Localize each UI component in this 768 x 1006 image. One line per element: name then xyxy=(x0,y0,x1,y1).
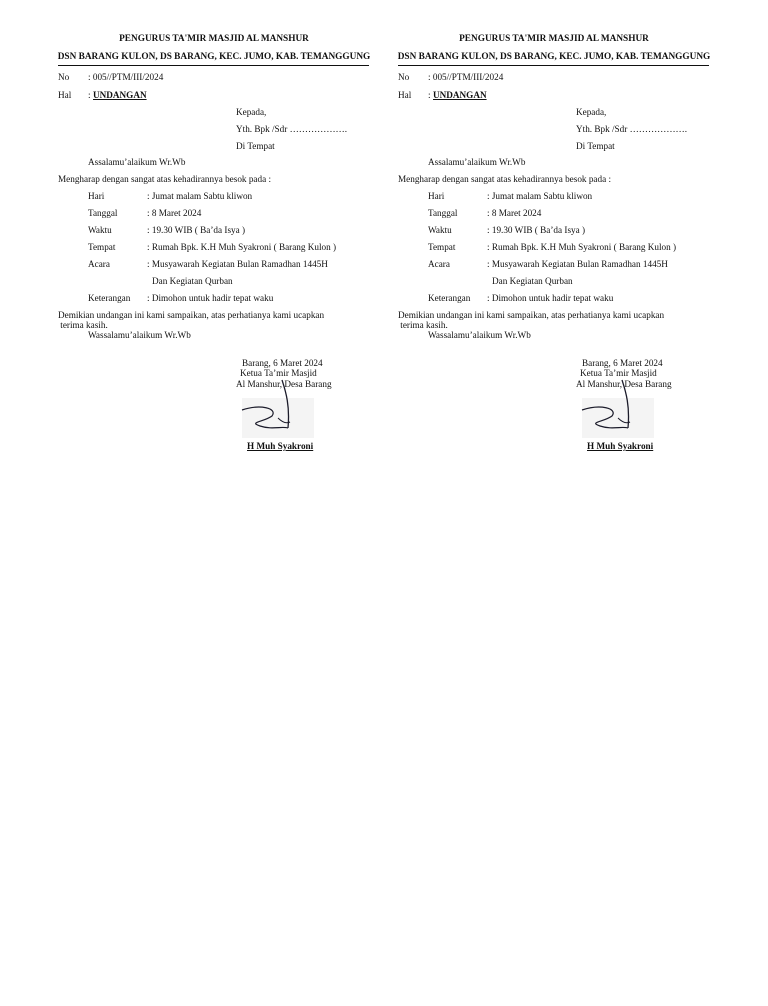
field-value-keterangan: : Dimohon untuk hadir tepat waku xyxy=(147,293,274,303)
field-value-acara: : Musyawarah Kegiatan Bulan Ramadhan 1445H xyxy=(487,259,668,269)
field-value-waktu: : 19.30 WIB ( Ba’da Isya ) xyxy=(487,225,586,235)
signer-name: H Muh Syakroni xyxy=(247,441,314,451)
org-title: PENGURUS TA'MIR MASJID AL MANSHUR xyxy=(119,34,309,44)
sign-title-2: Al Manshur, Desa Barang xyxy=(576,379,672,389)
sign-place-date: Barang, 6 Maret 2024 xyxy=(242,358,323,368)
signature-image xyxy=(238,378,318,442)
hal-label: Hal xyxy=(58,90,72,100)
signature-image xyxy=(578,378,658,442)
closing-line-1: Demikian undangan ini kami sampaikan, atas perhatianya kami ucapkan xyxy=(398,310,665,320)
closing-line-1: Demikian undangan ini kami sampaikan, atas perhatianya kami ucapkan xyxy=(58,310,325,320)
org-address: DSN BARANG KULON, DS BARANG, KEC. JUMO, KAB. TEMANGGUNG xyxy=(397,52,711,62)
field-value-keterangan: : Dimohon untuk hadir tepat waku xyxy=(487,293,614,303)
no-value: : 005//PTM/III/2024 xyxy=(428,72,504,82)
org-title: PENGURUS TA'MIR MASJID AL MANSHUR xyxy=(459,34,649,44)
addressee-to: Kepada, xyxy=(576,107,607,117)
sign-title-1: Ketua Ta’mir Masjid xyxy=(580,368,657,378)
field-label-acara: Acara xyxy=(88,259,110,269)
hal-colon: : xyxy=(88,90,91,100)
farewell: Wassalamu’alaikum Wr.Wb xyxy=(428,330,531,340)
field-label-hari: Hari xyxy=(428,191,445,201)
intro-text: Mengharap dengan sangat atas kehadirannya besok pada : xyxy=(58,174,272,184)
addressee-place: Di Tempat xyxy=(576,141,615,151)
no-label: No xyxy=(398,72,410,82)
addressee-to: Kepada, xyxy=(236,107,267,117)
field-label-tempat: Tempat xyxy=(88,242,116,252)
field-label-tanggal: Tanggal xyxy=(88,208,118,218)
closing-line-2: terima kasih. xyxy=(58,320,108,330)
greeting: Assalamu’alaikum Wr.Wb xyxy=(88,157,186,167)
org-address: DSN BARANG KULON, DS BARANG, KEC. JUMO, KAB. TEMANGGUNG xyxy=(57,52,371,62)
field-label-tanggal: Tanggal xyxy=(428,208,458,218)
field-value-acara-cont: Dan Kegiatan Qurban xyxy=(152,276,233,286)
header-rule xyxy=(58,65,369,66)
addressee-place: Di Tempat xyxy=(236,141,275,151)
field-value-tempat: : Rumah Bpk. K.H Muh Syakroni ( Barang Kulon ) xyxy=(487,242,677,252)
field-value-acara: : Musyawarah Kegiatan Bulan Ramadhan 1445H xyxy=(147,259,328,269)
field-value-acara-cont: Dan Kegiatan Qurban xyxy=(492,276,573,286)
farewell: Wassalamu’alaikum Wr.Wb xyxy=(88,330,191,340)
signer-name: H Muh Syakroni xyxy=(587,441,654,451)
field-label-acara: Acara xyxy=(428,259,450,269)
field-value-hari: : Jumat malam Sabtu kliwon xyxy=(487,191,593,201)
header-rule xyxy=(398,65,709,66)
greeting: Assalamu’alaikum Wr.Wb xyxy=(428,157,526,167)
invitation-letter-right xyxy=(396,32,716,462)
field-label-keterangan: Keterangan xyxy=(428,293,471,303)
no-label: No xyxy=(58,72,70,82)
hal-colon: : xyxy=(428,90,431,100)
field-label-tempat: Tempat xyxy=(428,242,456,252)
invitation-letter-left xyxy=(56,32,376,462)
field-label-hari: Hari xyxy=(88,191,105,201)
field-value-tempat: : Rumah Bpk. K.H Muh Syakroni ( Barang Kulon ) xyxy=(147,242,337,252)
addressee-recipient: Yth. Bpk /Sdr ………………. xyxy=(236,124,348,134)
field-value-waktu: : 19.30 WIB ( Ba’da Isya ) xyxy=(147,225,246,235)
field-label-keterangan: Keterangan xyxy=(88,293,131,303)
field-label-waktu: Waktu xyxy=(428,225,452,235)
closing-line-2: terima kasih. xyxy=(398,320,448,330)
sign-title-2: Al Manshur, Desa Barang xyxy=(236,379,332,389)
field-value-tanggal: : 8 Maret 2024 xyxy=(147,208,202,218)
hal-value: UNDANGAN xyxy=(93,90,147,100)
field-value-hari: : Jumat malam Sabtu kliwon xyxy=(147,191,253,201)
sign-place-date: Barang, 6 Maret 2024 xyxy=(582,358,663,368)
no-value: : 005//PTM/III/2024 xyxy=(88,72,164,82)
intro-text: Mengharap dengan sangat atas kehadirannya besok pada : xyxy=(398,174,612,184)
field-value-tanggal: : 8 Maret 2024 xyxy=(487,208,542,218)
field-label-waktu: Waktu xyxy=(88,225,112,235)
addressee-recipient: Yth. Bpk /Sdr ………………. xyxy=(576,124,688,134)
hal-label: Hal xyxy=(398,90,412,100)
sign-title-1: Ketua Ta’mir Masjid xyxy=(240,368,317,378)
hal-value: UNDANGAN xyxy=(433,90,487,100)
